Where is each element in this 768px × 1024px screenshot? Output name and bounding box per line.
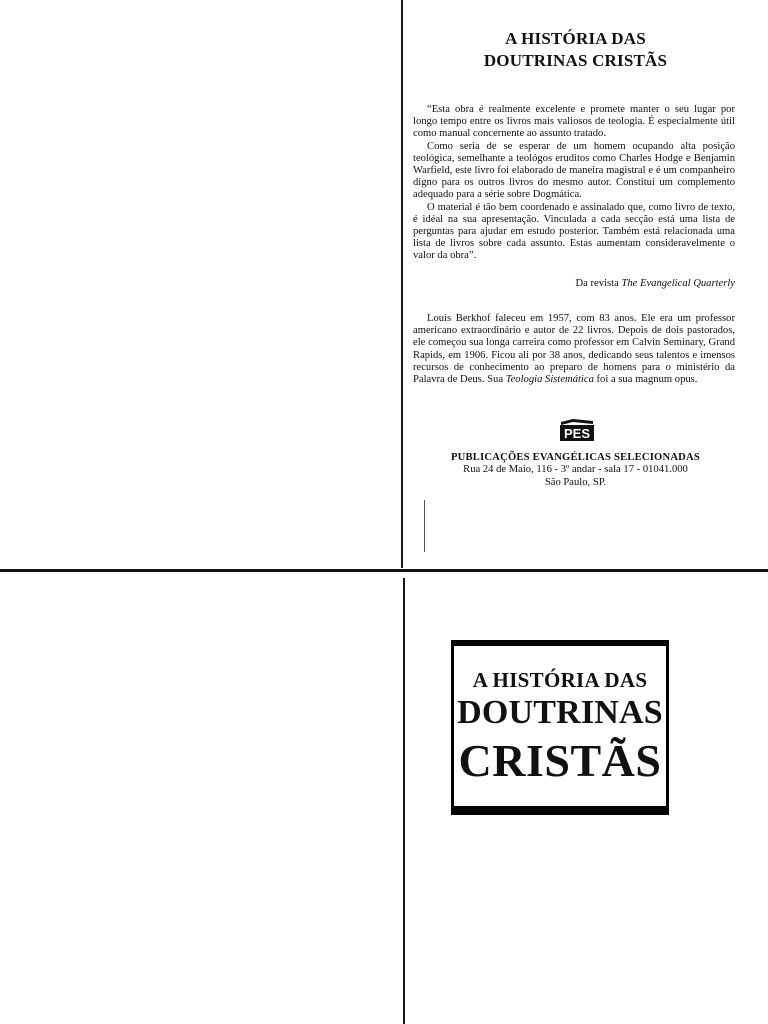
review-source xyxy=(413,278,735,289)
front-cover-page xyxy=(413,578,743,1024)
publisher-address: Rua 24 de Maio, 116 - 3º andar - sala 17 - 01041.000 xyxy=(463,464,688,476)
page-spine-bottom xyxy=(403,578,405,1024)
blurb-paragraph-2: Como seria de se esperar de um homem ocupando alta posição teológica, semelhante a teológos eruditos como Charles Hodge e Benjamin Warfield, este livro foi elaborado de maneira magistral e é um companheiro digno para os outros livros do mesmo autor. Constitui um complemento adequado para a série sobre Dogmática. xyxy=(413,140,735,201)
cover-title-box xyxy=(451,640,669,815)
cover-title-line1: A HISTÓRIA DAS xyxy=(472,668,648,692)
cover-title-line3: CRISTÃS xyxy=(458,735,662,786)
back-title-line2: DOUTRINAS CRISTÃS xyxy=(483,51,668,70)
back-cover-page xyxy=(413,0,738,570)
publisher-city: São Paulo, SP. xyxy=(544,476,607,488)
source-journal: The Evangelical Quarterly xyxy=(621,278,735,289)
bio-text: Louis Berkhof faleceu em 1957, com 83 anos. Ele era um professor americano extraordinário e autor de 22 livros. Depois de dois pastorados, ele começou sua longa carreira como professor em Calvin Seminary, Grand Rapids, em 1906. Ficou ali por 38 anos, dedicando seus talentos e imensos recursos de conhecimento ao preparo de homens para o ministério da Palavra de Deus. Sua xyxy=(413,313,735,386)
back-cover-title xyxy=(413,28,738,72)
blurb-paragraph-1: “Esta obra é realmente excelente e promete manter o seu lugar por longo tempo entre os livros mais valiosos de teologia. É especialmente útil como manual concernente ao assunto tratado. xyxy=(413,104,735,140)
blurb-paragraph-3: O material é tão bem coordenado e assinalado que, como livro de texto, é idéal na sua apresentação. Vinculada a cada secção está uma lista de perguntas para ajudar em estudo posterior. Também está relacionada uma lista de livros sobre cada assunto. Estas aumentam consideravelmente o valor da obra”. xyxy=(413,201,735,262)
bio-text-end: foi a sua magnum opus. xyxy=(596,374,698,386)
publisher-name: PUBLICAÇÕES EVANGÉLICAS SELECIONADAS xyxy=(451,452,700,463)
bio-paragraph xyxy=(413,313,735,386)
author-bio xyxy=(413,313,735,386)
cover-title-line2: DOUTRINAS xyxy=(457,694,663,731)
review-blurb xyxy=(413,104,735,263)
bio-work-title: Teologia Sistemática xyxy=(505,374,594,386)
publisher-block xyxy=(413,452,738,489)
logo-letters: PES xyxy=(563,426,591,441)
page-spine-top xyxy=(401,0,403,568)
back-title-line1: A HISTÓRIA DAS xyxy=(505,29,646,48)
source-prefix: Da revista xyxy=(575,278,619,289)
publisher-logo-icon xyxy=(559,418,595,442)
